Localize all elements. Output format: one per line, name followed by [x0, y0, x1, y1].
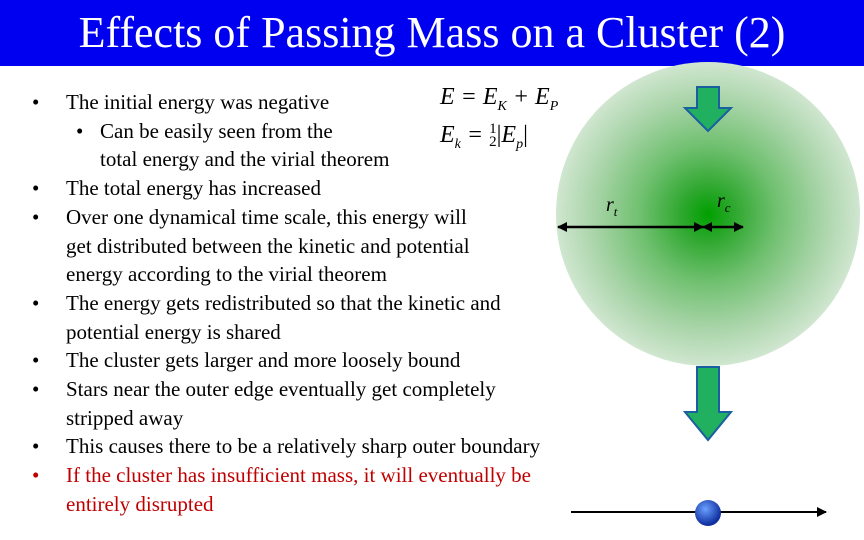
label-tidal-radius: $r_t$	[606, 194, 618, 219]
bullet-text-line: total energy and the virial theorem	[100, 147, 390, 172]
bullet-dot-icon: •	[32, 290, 40, 315]
bullet-text-line: Over one dynamical time scale, this energy will	[66, 204, 467, 229]
passing-mass	[695, 500, 721, 526]
bullet-text-line: Stars near the outer edge eventually get completely	[66, 377, 496, 401]
bullet-dot-icon: •	[76, 118, 84, 143]
bullet-text-line: The cluster gets larger and more loosely bound	[66, 348, 461, 373]
equation-virial: $E_k = 1$ $2|E_p|$	[440, 121, 528, 152]
bullet-text-line: The total energy has increased	[66, 176, 322, 201]
bullet-text-line: The initial energy was negative	[66, 90, 330, 114]
bottom-down-arrow-icon	[685, 367, 731, 440]
bullet-text-line: The energy gets redistributed so that the kinetic and	[66, 290, 501, 315]
bullet-text-line: If the cluster has insufficient mass, it will eventually be	[66, 463, 531, 488]
bullet-dot-icon: •	[32, 348, 40, 373]
bullet-text-line: Can be easily seen from the	[100, 118, 333, 143]
equation-total-energy: $E = E_K + E_P$	[440, 84, 559, 114]
bullet-text-line: potential energy is shared	[66, 319, 281, 344]
slide-title: Effects of Passing Mass on a Cluster (2)	[78, 8, 786, 57]
bullet-text-line: stripped away	[66, 405, 184, 430]
bullet-text-line: get distributed between the kinetic and potential	[66, 233, 470, 258]
bullet-dot-icon: •	[32, 463, 40, 488]
bullet-dot-icon: •	[32, 377, 40, 401]
bullet-dot-icon: •	[32, 90, 40, 114]
bullet-dot-icon: •	[32, 434, 40, 459]
bullet-text-line: entirely disrupted	[66, 491, 214, 516]
bullet-text-line: energy according to the virial theorem	[66, 262, 387, 287]
bullet-text-line: This causes there to be a relatively sharp outer boundary	[66, 434, 541, 459]
bullet-dot-icon: •	[32, 176, 40, 201]
label-core-radius: $r_c$	[717, 190, 731, 215]
bullet-dot-icon: •	[32, 204, 40, 229]
